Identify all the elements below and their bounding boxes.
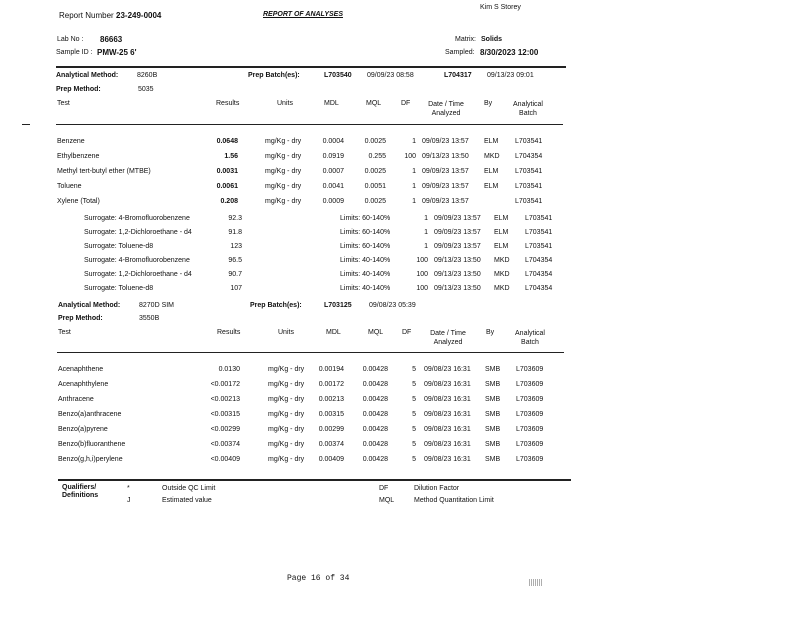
analyzed-datetime: 09/08/23 16:31	[424, 381, 471, 388]
qualifier-symbol: *	[127, 485, 130, 492]
mdl: 0.00213	[318, 396, 344, 403]
s2-prep-batch-label: Prep Batch(es):	[250, 302, 302, 309]
mdl: 0.00172	[318, 381, 344, 388]
result-value: 1.56	[224, 153, 238, 160]
footer-divider	[58, 479, 571, 481]
analytical-batch: L703541	[525, 243, 553, 250]
report-number: 23-249-0004	[116, 11, 162, 20]
result-value: 0.208	[220, 198, 238, 205]
surrogate-recovery: 90.7	[228, 271, 242, 278]
qualifier-text: Estimated value	[162, 497, 212, 504]
surrogate-name: Surrogate: 4-Bromofluorobenzene	[84, 257, 190, 264]
test-name: Methyl tert-butyl ether (MTBE)	[57, 168, 151, 175]
test-name: Benzo(a)anthracene	[58, 411, 122, 418]
mdl: 0.0004	[322, 138, 344, 145]
analyzed-datetime: 09/09/23 13:57	[422, 183, 469, 190]
units: mg/Kg - dry	[268, 441, 305, 448]
page-number: Page 16 of 34	[287, 574, 350, 583]
test-name: Benzo(a)pyrene	[58, 426, 108, 433]
analytical-batch: L703609	[516, 366, 544, 373]
sample-id-label: Sample ID :	[56, 49, 93, 56]
df: 100	[404, 153, 416, 160]
report-number-label: Report Number :	[59, 11, 119, 20]
s2-prep-method-label: Prep Method:	[58, 315, 103, 322]
surrogate-row	[0, 229, 800, 243]
analyst: SMB	[485, 366, 501, 373]
analytical-batch: L704354	[525, 285, 553, 292]
col-by: By	[486, 329, 495, 336]
analyst: MKD	[494, 285, 510, 292]
analyst: MKD	[494, 271, 510, 278]
analyst: SMB	[485, 381, 501, 388]
s1-prep-batch-2-time: 09/13/23 09:01	[487, 72, 534, 79]
units: mg/Kg - dry	[268, 411, 305, 418]
col-units: Units	[277, 100, 293, 107]
mdl: 0.00409	[318, 456, 344, 463]
table-row	[0, 396, 800, 410]
surrogate-row	[0, 215, 800, 229]
col-by: By	[484, 100, 493, 107]
sample-id: PMW-25 6'	[97, 48, 137, 57]
lab-no-label: Lab No :	[57, 36, 84, 43]
analytical-batch: L703609	[516, 441, 544, 448]
df: 100	[416, 257, 428, 264]
table-row	[0, 198, 800, 212]
analytical-batch: L703609	[516, 426, 544, 433]
mql: 0.00428	[362, 381, 388, 388]
analytical-batch: L703541	[515, 138, 543, 145]
df: 1	[424, 243, 428, 250]
analyst: ELM	[494, 243, 509, 250]
analyst: SMB	[485, 396, 501, 403]
test-name: Benzo(g,h,i)perylene	[58, 456, 123, 463]
analyzed-datetime: 09/08/23 16:31	[424, 456, 471, 463]
df: 1	[412, 183, 416, 190]
mdl: 0.0919	[322, 153, 344, 160]
analyst: ELM	[484, 168, 499, 175]
df: 1	[424, 229, 428, 236]
units: mg/Kg - dry	[268, 396, 305, 403]
surrogate-recovery: 91.8	[228, 229, 242, 236]
analyzed-datetime: 09/09/23 13:57	[422, 138, 469, 145]
test-name: Benzene	[57, 138, 85, 145]
col-mql: MQL	[368, 329, 384, 336]
test-name: Toluene	[57, 183, 82, 190]
surrogate-name: Surrogate: Toluene-d8	[84, 285, 154, 292]
definition-text: Dilution Factor	[414, 485, 460, 492]
analyzed-datetime: 09/09/23 13:57	[434, 243, 481, 250]
result-value: 0.0061	[216, 183, 238, 190]
mdl: 0.0009	[322, 198, 344, 205]
result-value: <0.00213	[210, 396, 240, 403]
analyst: SMB	[485, 426, 501, 433]
units: mg/Kg - dry	[265, 183, 302, 190]
qualifiers-label: Qualifiers/	[62, 484, 97, 491]
analyst: SMB	[485, 411, 501, 418]
analyzed-datetime: 09/13/23 13:50	[434, 285, 481, 292]
table-row	[0, 441, 800, 455]
df: 5	[412, 441, 416, 448]
units: mg/Kg - dry	[268, 381, 305, 388]
result-value: <0.00374	[210, 441, 240, 448]
surrogate-limits: Limits: 40-140%	[340, 257, 391, 264]
analyzed-datetime: 09/09/23 13:57	[434, 215, 481, 222]
surrogate-name: Surrogate: 4-Bromofluorobenzene	[84, 215, 190, 222]
analyst: SMB	[485, 441, 501, 448]
analyzed-datetime: 09/08/23 16:31	[424, 426, 471, 433]
definitions-label: Definitions	[62, 492, 99, 499]
result-value: <0.00299	[210, 426, 240, 433]
units: mg/Kg - dry	[268, 456, 305, 463]
table-row	[0, 456, 800, 470]
analyzed-datetime: 09/08/23 16:31	[424, 411, 471, 418]
mdl: 0.0007	[322, 168, 344, 175]
s2-header-rule	[57, 352, 564, 353]
analyzed-datetime: 09/13/23 13:50	[434, 257, 481, 264]
surrogate-recovery: 92.3	[228, 215, 242, 222]
table-row	[0, 138, 800, 152]
surrogate-recovery: 96.5	[228, 257, 242, 264]
definition-symbol: DF	[379, 485, 389, 492]
surrogate-row	[0, 285, 800, 299]
mql: 0.00428	[362, 441, 388, 448]
mdl: 0.00194	[318, 366, 344, 373]
analytical-batch: L703541	[525, 229, 553, 236]
analyzed-datetime: 09/13/23 13:50	[422, 153, 469, 160]
analytical-batch: L703541	[515, 198, 543, 205]
sampled-label: Sampled:	[445, 49, 475, 56]
df: 5	[412, 411, 416, 418]
mql: 0.0051	[364, 183, 386, 190]
analytical-batch: L703541	[525, 215, 553, 222]
df: 5	[412, 366, 416, 373]
mdl: 0.00299	[318, 426, 344, 433]
mdl: 0.00374	[318, 441, 344, 448]
mql: 0.0025	[364, 198, 386, 205]
analytical-batch: L703609	[516, 396, 544, 403]
qualifier-text: Outside QC Limit	[162, 485, 216, 492]
analyst: SMB	[485, 456, 501, 463]
report-title: REPORT OF ANALYSES	[263, 11, 343, 18]
col-mdl: MDL	[326, 329, 341, 336]
surrogate-name: Surrogate: 1,2-Dichloroethane - d4	[84, 229, 192, 236]
s2-method: 8270D SIM	[139, 302, 175, 309]
matrix-label: Matrix:	[455, 36, 476, 43]
analytical-batch: L704354	[515, 153, 543, 160]
col-mql: MQL	[366, 100, 382, 107]
analyst: ELM	[494, 229, 509, 236]
units: mg/Kg - dry	[265, 198, 302, 205]
surrogate-row	[0, 257, 800, 271]
analyzed-datetime: 09/08/23 16:31	[424, 396, 471, 403]
test-name: Acenaphthylene	[58, 381, 109, 388]
s1-prep-method-label: Prep Method:	[56, 86, 101, 93]
col-mdl: MDL	[324, 100, 339, 107]
analytical-batch: L703609	[516, 456, 544, 463]
units: mg/Kg - dry	[268, 366, 305, 373]
col-results: Results	[217, 329, 241, 336]
col-datetime: Date / Time Analyzed	[428, 101, 464, 117]
units: mg/Kg - dry	[265, 138, 302, 145]
table-row	[0, 381, 800, 395]
s1-method-label: Analytical Method:	[56, 72, 119, 79]
col-test: Test	[58, 329, 71, 336]
col-df: DF	[401, 100, 411, 107]
matrix: Solids	[481, 36, 503, 43]
result-value: 0.0648	[216, 138, 238, 145]
result-value: 0.0130	[218, 366, 240, 373]
mql: 0.255	[368, 153, 386, 160]
col-datetime: Date / Time Analyzed	[430, 330, 466, 346]
table-row	[0, 411, 800, 425]
df: 1	[412, 198, 416, 205]
analyzed-datetime: 09/09/23 13:57	[422, 198, 469, 205]
analyzed-datetime: 09/13/23 13:50	[434, 271, 481, 278]
table-row	[0, 426, 800, 440]
table-row	[0, 168, 800, 182]
analytical-batch: L703541	[515, 168, 543, 175]
df: 100	[416, 271, 428, 278]
s2-prep-batch-1-time: 09/08/23 05:39	[369, 302, 416, 309]
units: mg/Kg - dry	[268, 426, 305, 433]
s2-prep-method: 3550B	[139, 315, 160, 322]
col-df: DF	[402, 329, 412, 336]
analyst: MKD	[494, 257, 510, 264]
df: 5	[412, 426, 416, 433]
surrogate-limits: Limits: 60-140%	[340, 243, 391, 250]
analyst: ELM	[484, 183, 499, 190]
mql: 0.00428	[362, 396, 388, 403]
mql: 0.00428	[362, 426, 388, 433]
s1-prep-batch-label: Prep Batch(es):	[248, 72, 300, 79]
surrogate-row	[0, 243, 800, 257]
mql: 0.00428	[362, 456, 388, 463]
analytical-batch: L704354	[525, 271, 553, 278]
df: 100	[416, 285, 428, 292]
definition-symbol: MQL	[379, 497, 395, 504]
qualifier-symbol: J	[127, 497, 131, 504]
df: 5	[412, 396, 416, 403]
s2-prep-batch-1: L703125	[324, 302, 352, 309]
df: 5	[412, 381, 416, 388]
s1-prep-batch-1-time: 09/09/23 08:58	[367, 72, 414, 79]
test-name: Ethylbenzene	[57, 153, 100, 160]
units: mg/Kg - dry	[265, 168, 302, 175]
mdl: 0.00315	[318, 411, 344, 418]
analytical-batch: L703541	[515, 183, 543, 190]
sampled-datetime: 8/30/2023 12:00	[480, 48, 539, 57]
df: 1	[412, 168, 416, 175]
test-name: Anthracene	[58, 396, 94, 403]
table-row	[0, 153, 800, 167]
s2-method-label: Analytical Method:	[58, 302, 121, 309]
col-batch: Analytical Batch	[515, 330, 545, 346]
table-row	[0, 366, 800, 380]
analytical-batch: L703609	[516, 411, 544, 418]
df: 5	[412, 456, 416, 463]
mdl: 0.0041	[322, 183, 344, 190]
client-name: Kim S Storey	[480, 4, 521, 11]
header-divider	[56, 66, 566, 68]
result-value: <0.00315	[210, 411, 240, 418]
mql: 0.00428	[362, 366, 388, 373]
margin-mark	[22, 124, 30, 125]
surrogate-recovery: 107	[230, 285, 242, 292]
surrogate-limits: Limits: 40-140%	[340, 271, 391, 278]
mql: 0.00428	[362, 411, 388, 418]
analyst: ELM	[494, 215, 509, 222]
analyst: MKD	[484, 153, 500, 160]
result-value: 0.0031	[216, 168, 238, 175]
s1-prep-batch-2: L704317	[444, 72, 472, 79]
test-name: Acenaphthene	[58, 366, 104, 373]
definition-text: Method Quantitation Limit	[414, 497, 494, 504]
test-name: Xylene (Total)	[57, 198, 100, 205]
result-value: <0.00172	[210, 381, 240, 388]
col-results: Results	[216, 100, 240, 107]
col-test: Test	[57, 100, 70, 107]
surrogate-name: Surrogate: Toluene-d8	[84, 243, 154, 250]
analyzed-datetime: 09/08/23 16:31	[424, 366, 471, 373]
test-name: Benzo(b)fluoranthene	[58, 441, 126, 448]
col-batch: Analytical Batch	[513, 101, 543, 117]
mql: 0.0025	[364, 138, 386, 145]
s1-prep-method: 5035	[138, 86, 154, 93]
analyzed-datetime: 09/09/23 13:57	[422, 168, 469, 175]
analyzed-datetime: 09/08/23 16:31	[424, 441, 471, 448]
analytical-batch: L704354	[525, 257, 553, 264]
df: 1	[424, 215, 428, 222]
s1-header-rule	[56, 124, 563, 125]
analytical-batch: L703609	[516, 381, 544, 388]
surrogate-row	[0, 271, 800, 285]
surrogate-name: Surrogate: 1,2-Dichloroethane - d4	[84, 271, 192, 278]
col-units: Units	[278, 329, 294, 336]
s1-method: 8260B	[137, 72, 158, 79]
s1-prep-batch-1: L703540	[324, 72, 352, 79]
stamp-mark	[529, 579, 542, 586]
table-row	[0, 183, 800, 197]
analyzed-datetime: 09/09/23 13:57	[434, 229, 481, 236]
lab-no: 86663	[100, 35, 123, 44]
surrogate-limits: Limits: 60-140%	[340, 215, 391, 222]
surrogate-limits: Limits: 60-140%	[340, 229, 391, 236]
units: mg/Kg - dry	[265, 153, 302, 160]
analyst: ELM	[484, 138, 499, 145]
result-value: <0.00409	[210, 456, 240, 463]
surrogate-limits: Limits: 40-140%	[340, 285, 391, 292]
surrogate-recovery: 123	[230, 243, 242, 250]
df: 1	[412, 138, 416, 145]
mql: 0.0025	[364, 168, 386, 175]
